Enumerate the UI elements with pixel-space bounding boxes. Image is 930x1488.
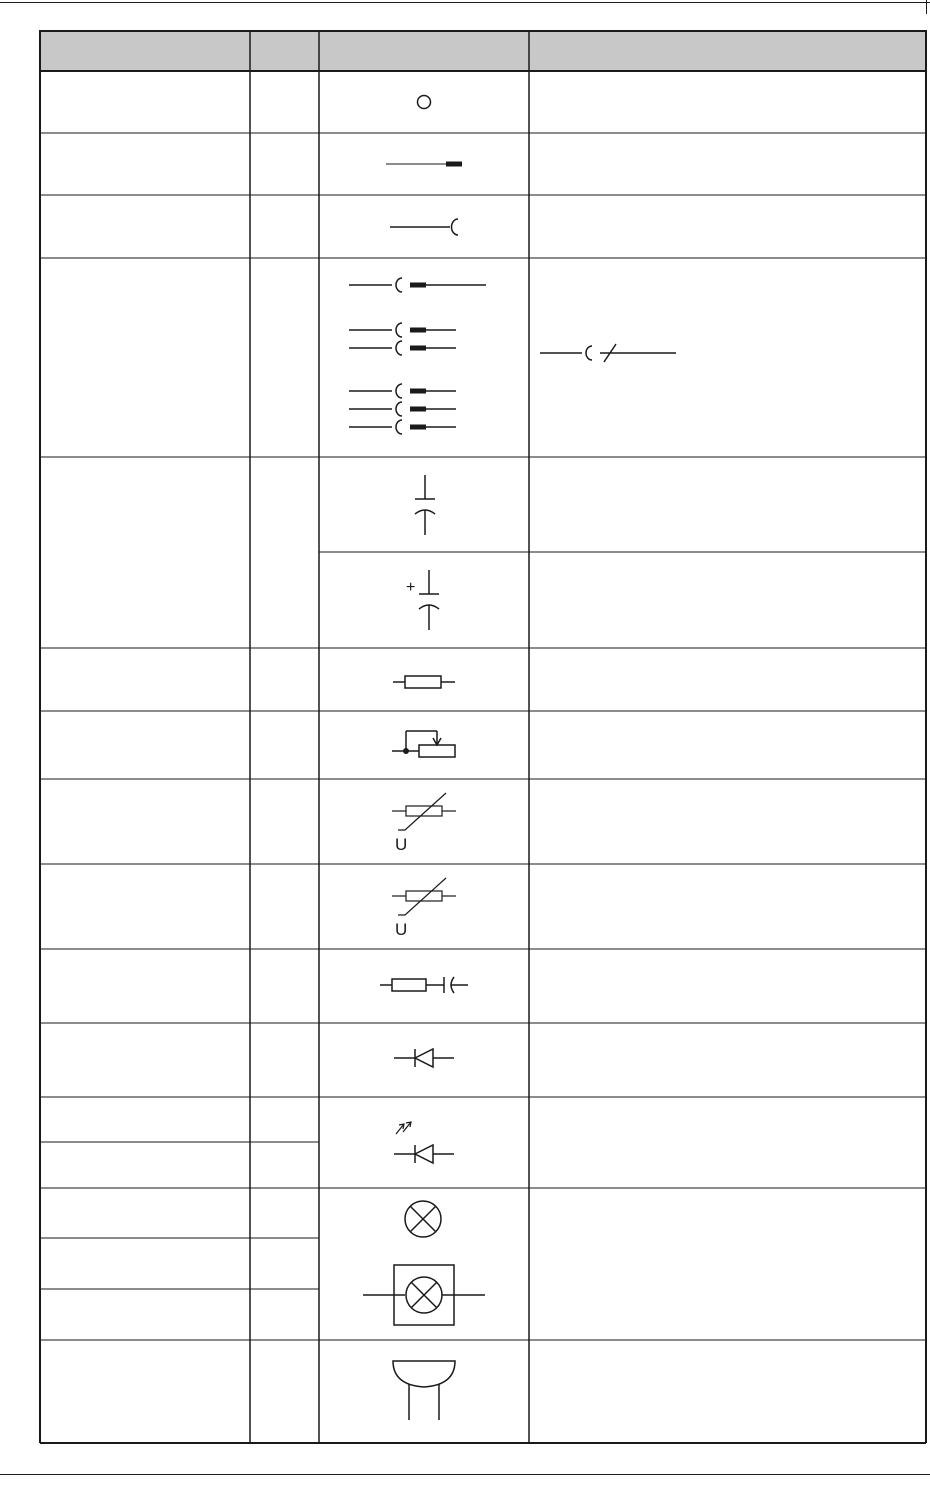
plug-and-socket-icon: [349, 278, 486, 292]
table-header: [40, 31, 926, 71]
microphone-icon: [393, 1361, 455, 1420]
diode-icon: [394, 1049, 454, 1067]
resistor-icon: [393, 676, 455, 688]
two-pole-plug-and-socket-icon: [349, 323, 456, 355]
lamp-icon: [405, 1201, 441, 1237]
light-arrows-icon: [396, 1122, 411, 1134]
potentiometer-icon: [392, 731, 455, 757]
polarized-capacitor-icon: [419, 570, 439, 630]
varistor-u-label-2: U: [395, 920, 408, 939]
socket-icon: [390, 219, 458, 235]
rc-element-icon: [380, 977, 468, 993]
plug-socket-no-lock-icon: [540, 344, 676, 362]
photodiode-icon: [394, 1145, 454, 1163]
varistor-icon-2: [392, 878, 456, 915]
three-pole-plug-and-socket-icon: [349, 384, 456, 434]
plus-sign-label: +: [406, 579, 416, 596]
signal-lamp-icon: [363, 1265, 485, 1325]
varistor-icon: [392, 793, 456, 830]
capacitor-icon: [415, 475, 435, 535]
plug-icon: [386, 162, 462, 167]
varistor-u-label: U: [395, 835, 408, 854]
connection-point-icon: [418, 96, 431, 109]
